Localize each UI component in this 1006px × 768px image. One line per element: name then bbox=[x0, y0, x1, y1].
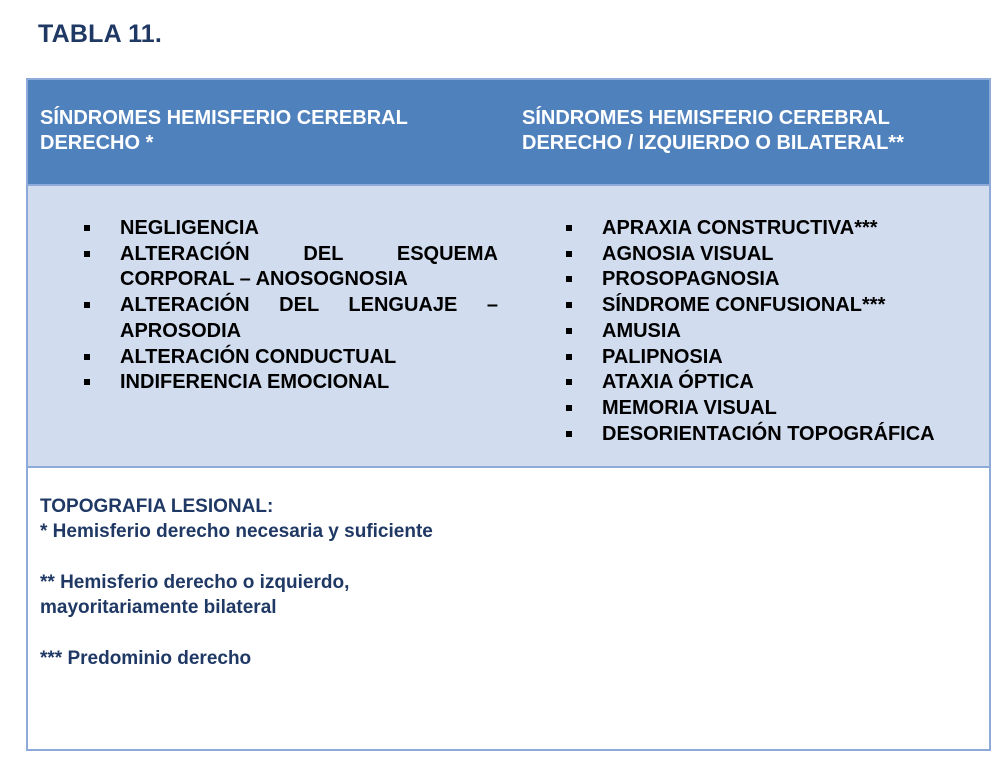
list-item: SÍNDROME CONFUSIONAL*** bbox=[566, 293, 986, 319]
list-item: NEGLIGENCIA bbox=[84, 216, 498, 242]
bullet-icon bbox=[566, 379, 572, 385]
header-right-hemisphere: SÍNDROMES HEMISFERIO CEREBRAL DERECHO * bbox=[40, 107, 408, 154]
list-item: AGNOSIA VISUAL bbox=[566, 242, 986, 268]
list-item: ALTERACIÓN DEL ESQUEMA CORPORAL – ANOSOGNOSIA bbox=[84, 242, 498, 293]
bullet-icon bbox=[84, 354, 90, 360]
note-bilateral: ** Hemisferio derecho o izquierdo, mayoritariamente bilateral bbox=[40, 572, 350, 618]
list-item: AMUSIA bbox=[566, 319, 986, 345]
list-item: ALTERACIÓN DEL LENGUAJE – APROSODIA bbox=[84, 293, 498, 344]
bullet-icon bbox=[566, 251, 572, 257]
bullet-icon bbox=[566, 328, 572, 334]
bullet-icon bbox=[84, 225, 90, 231]
bullet-icon bbox=[566, 276, 572, 282]
bilateral-syndrome-list bbox=[566, 216, 986, 447]
table-header-row bbox=[28, 80, 989, 184]
bullet-icon bbox=[566, 225, 572, 231]
table-title: TABLA 11. bbox=[38, 20, 163, 48]
bullet-icon bbox=[566, 302, 572, 308]
list-item: DESORIENTACIÓN TOPOGRÁFICA bbox=[566, 422, 986, 448]
bullet-icon bbox=[84, 251, 90, 257]
bullet-icon bbox=[84, 379, 90, 385]
list-item: ATAXIA ÓPTICA bbox=[566, 370, 986, 396]
list-item: PALIPNOSIA bbox=[566, 345, 986, 371]
syndromes-table bbox=[26, 78, 991, 751]
bullet-icon bbox=[84, 302, 90, 308]
bullet-icon bbox=[566, 431, 572, 437]
list-item: APRAXIA CONSTRUCTIVA*** bbox=[566, 216, 986, 242]
header-bilateral: SÍNDROMES HEMISFERIO CEREBRAL DERECHO / IZQUIERDO O BILATERAL** bbox=[522, 107, 904, 154]
table-body-row bbox=[28, 184, 989, 468]
note-right-predominance: *** Predominio derecho bbox=[40, 648, 252, 669]
list-item: INDIFERENCIA EMOCIONAL bbox=[84, 370, 498, 396]
list-item: PROSOPAGNOSIA bbox=[566, 267, 986, 293]
lesion-topography-notes bbox=[40, 494, 460, 671]
note-right-hemisphere: * Hemisferio derecho necesaria y suficiente bbox=[40, 521, 433, 542]
right-hemisphere-syndrome-list bbox=[84, 216, 498, 396]
bullet-icon bbox=[566, 354, 572, 360]
bullet-icon bbox=[566, 405, 572, 411]
list-item: ALTERACIÓN CONDUCTUAL bbox=[84, 345, 498, 371]
notes-heading: TOPOGRAFIA LESIONAL: bbox=[40, 496, 274, 517]
list-item: MEMORIA VISUAL bbox=[566, 396, 986, 422]
